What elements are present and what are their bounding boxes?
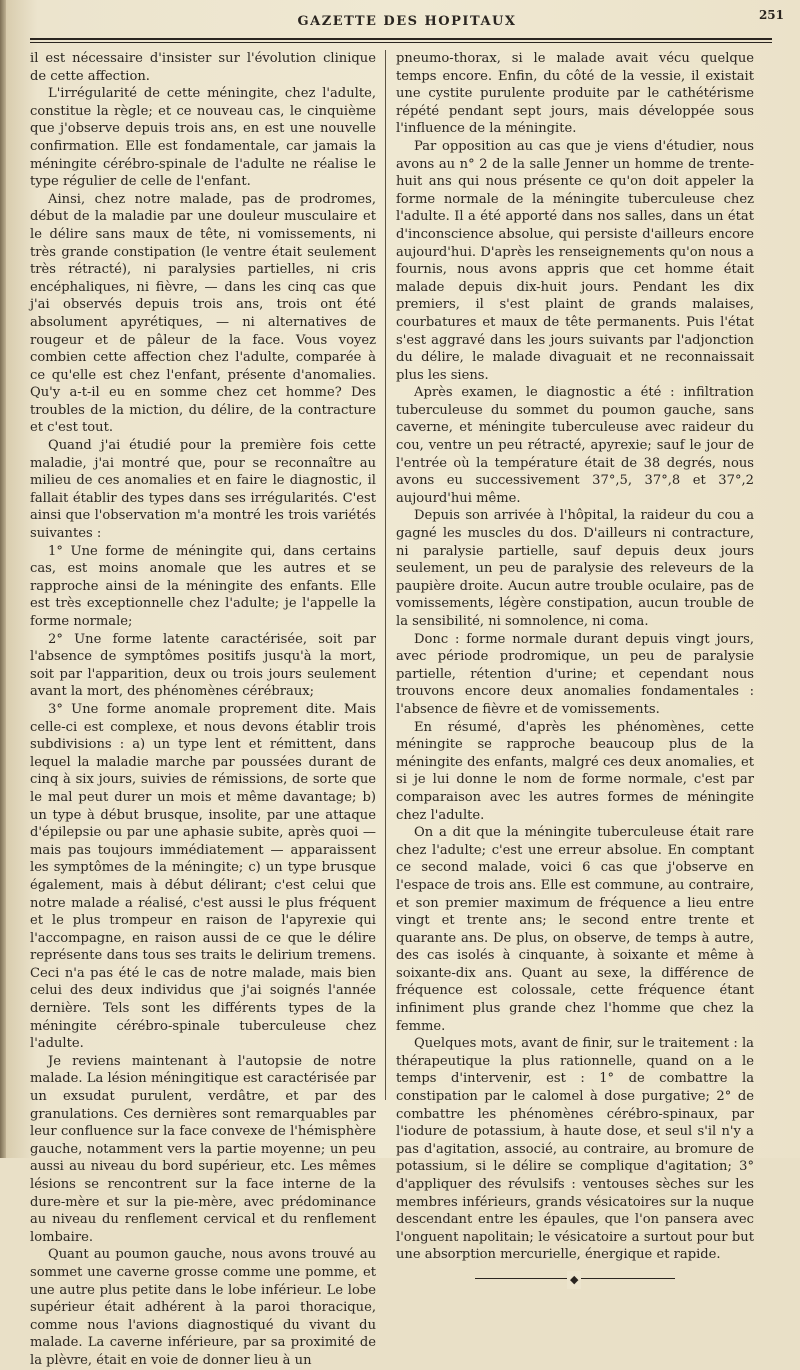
paragraph: Quant au poumon gauche, nous avons trouvé au sommet une caverne grosse comme une pomme, et une autre plus petite dans le lobe inférieur. Le lobe supérieur était adhérent à la paroi thoracique, comme nous l'avions diagnostiqué du vivant du malade. La caverne inférieure, par sa proximité de la plèvre, était en voie de donner lieu à un <box>30 1247 376 1368</box>
page-header <box>30 8 784 30</box>
header-rule <box>30 38 772 43</box>
paragraph: 1° Une forme de méningite qui, dans certains cas, est moins anomale que les autres et se rapproche ainsi de la méningite des enfants. Elle est très exceptionnelle chez l'adulte; je l'appelle la forme normale; <box>30 543 376 629</box>
left-column <box>30 50 376 1370</box>
paragraph: Donc : forme normale durant depuis vingt jours, avec période prodromique, un peu de paralysie partielle, rétention d'urine; et cependant nous trouvons encore deux anomalies fondamentales : l'absence de fièvre et de vomissements. <box>396 631 754 717</box>
paragraph: Après examen, le diagnostic a été : infiltration tuberculeuse du sommet du poumon gauche, sans caverne, et méningite tuberculeuse avec raideur du cou, ventre un peu rétracté, apyrexie; sauf le jour de l'entrée où la température était de 38 degrés, nous avons eu successivement 37°,5, 37°,8 et 37°,2 aujourd'hui même. <box>396 385 754 506</box>
paragraph: Quand j'ai étudié pour la première fois cette maladie, j'ai montré que, pour se reconnaître au milieu de ces anomalies et en faire le diagnostic, il fallait établir des types dans ses irrégularités. C'est ainsi que l'observation m'a montré les trois variétés suivantes : <box>30 438 376 542</box>
right-column <box>396 50 754 1284</box>
paragraph: Je reviens maintenant à l'autopsie de notre malade. La lésion méningitique est caractérisée par un exsudat purulent, verdâtre, et par des granulations. Ces dernières sont remarquables par leur confluence sur la face convexe de l'hémisphère gauche, notamment vers la partie moyenne; un peu aussi au niveau du bord supérieur, etc. Les mêmes lésions se rencontrent sur la face interne de la dure-mère et sur la pie-mère, avec prédominance au niveau du renflement cervical et du renflement lombaire. <box>30 1053 376 1245</box>
paragraph: L'irrégularité de cette méningite, chez l'adulte, constitue la règle; et ce nouveau cas, le cinquième que j'observe depuis trois ans, en est une nouvelle confirmation. Elle est fondamentale, car jamais la méningite cérébro-spinale de l'adulte ne réalise le type régulier de celle de l'enfant. <box>30 86 376 190</box>
paragraph: 3° Une forme anomale proprement dite. Mais celle-ci est complexe, et nous devons établir trois subdivisions : a) un type lent et rémittent, dans lequel la maladie marche par poussées durant de cinq à six jours, suivies de rémissions, de sorte que le mal peut durer un mois et même davantage; b) un type à début brusque, insolite, par une attaque d'épilepsie ou par une aphasie subite, après quoi — mais pas toujours immédiatement — apparaissent les symptômes de la méningite; c) un type brusque également, mais à début délirant; c'est celui que notre malade a réalisé, c'est aussi le plus fréquent et le plus trompeur en raison de l'apyrexie qui l'accompagne, en raison aussi de ce que le délire représente dans tous ses traits le delirium tremens. Ceci n'a pas été le cas de notre malade, mais bien celui des deux individus que j'ai soignés l'année dernière. Tels sont les différents types de la méningite cérébro-spinale tuberculeuse chez l'adulte. <box>30 701 376 1052</box>
paragraph: On a dit que la méningite tuberculeuse était rare chez l'adulte; c'est une erreur absolue. En comptant ce second malade, voici 6 cas que j'observe en l'espace de trois ans. Elle est commune, au contraire, et son premier maximum de fréquence a lieu entre vingt et trente ans; le second entre trente et quarante ans. De plus, on observe, de temps à autre, des cas isolés à cinquante, à soixante et même à soixante-dix ans. Quant au sexe, la différence de fréquence est colossale, cette fréquence étant infiniment plus grande chez l'homme que chez la femme. <box>396 825 754 1034</box>
paragraph: il est nécessaire d'insister sur l'évolution clinique de cette affection. <box>30 51 376 84</box>
journal-title: GAZETTE DES HOPITAUX <box>297 14 517 29</box>
paragraph: 2° Une forme latente caractérisée, soit par l'absence de symptômes positifs jusqu'à la mort, soit par l'apparition, deux ou trois jours seulement avant la mort, des phénomènes cérébraux; <box>30 631 376 700</box>
end-ornament <box>475 1274 675 1284</box>
paragraph: Quelques mots, avant de finir, sur le traitement : la thérapeutique la plus rationnelle, quand on a le temps d'intervenir, est : 1° de combattre la constipation par le calomel à dose purgative; 2° de combattre les phénomènes cérébro-spinaux, par l'iodure de potassium, à haute dose, et seul s'il n'y a pas d'agitation, associé, au contraire, au bromure de potassium, si le délire se complique d'agitation; 3° d'appliquer des révulsifs : ventouses sèches sur les membres inférieurs, grands vésicatoires sur la nuque descendant entre les épaules, que l'on pansera avec l'onguent napolitain; le vésicatoire a surtout pour but une absorption mercurielle, énergique et rapide. <box>396 1036 754 1263</box>
paragraph: Ainsi, chez notre malade, pas de prodromes, début de la maladie par une douleur musculaire et le délire sans maux de tête, ni vomissements, ni très grande constipation (le ventre était seulement très rétracté), ni paralysies partielles, ni cris encéphaliques, ni fièvre, — dans les cinq cas que j'ai observés depuis trois ans, trois ont été absolument apyrétiques, — ni alternatives de rougeur et de pâleur de la face. Vous voyez combien cette affection chez l'adulte, comparée à ce qu'elle est chez l'enfant, présente d'anomalies. Qu'y a-t-il eu en somme chez cet homme? Des troubles de la miction, du délire, de la contracture et c'est tout. <box>30 191 376 436</box>
paragraph: En résumé, d'après les phénomènes, cette méningite se rapproche beaucoup plus de la méningite des enfants, malgré ces deux anomalies, et si je lui donne le nom de forme normale, c'est par comparaison avec les autres formes de méningite chez l'adulte. <box>396 719 754 823</box>
column-divider <box>385 50 386 1100</box>
paragraph: pneumo-thorax, si le malade avait vécu quelque temps encore. Enfin, du côté de la vessie, il existait une cystite purulente produite par le cathétérisme répété pendant sept jours, mais développée sous l'influence de la méningite. <box>396 51 754 137</box>
paragraph: Depuis son arrivée à l'hôpital, la raideur du cou a gagné les muscles du dos. D'ailleurs ni contracture, ni paralysie partielle, sauf depuis deux jours seulement, un peu de paralysie des releveurs de la paupière droite. Aucun autre trouble oculaire, pas de vomissements, légère constipation, aucun trouble de la sensibilité, ni somnolence, ni coma. <box>396 508 754 629</box>
paragraph: Par opposition au cas que je viens d'étudier, nous avons au n° 2 de la salle Jenner un homme de trente-huit ans qui nous présente ce qu'on doit appeler la forme normale de la méningite tuberculeuse chez l'adulte. Il a été apporté dans nos salles, dans un état d'inconscience absolue, qui persiste d'ailleurs encore aujourd'hui. D'après les renseignements qu'on nous a fournis, nous avons appris que cet homme était malade depuis dix-huit jours. Pendant les dix premiers, il s'est plaint de grands malaises, courbatures et maux de tête permanents. Puis l'état s'est aggravé dans les jours suivants par l'adjonction du délire, le malade divaguait et ne reconnaissait plus les siens. <box>396 138 754 383</box>
page-number: 251 <box>758 8 784 22</box>
